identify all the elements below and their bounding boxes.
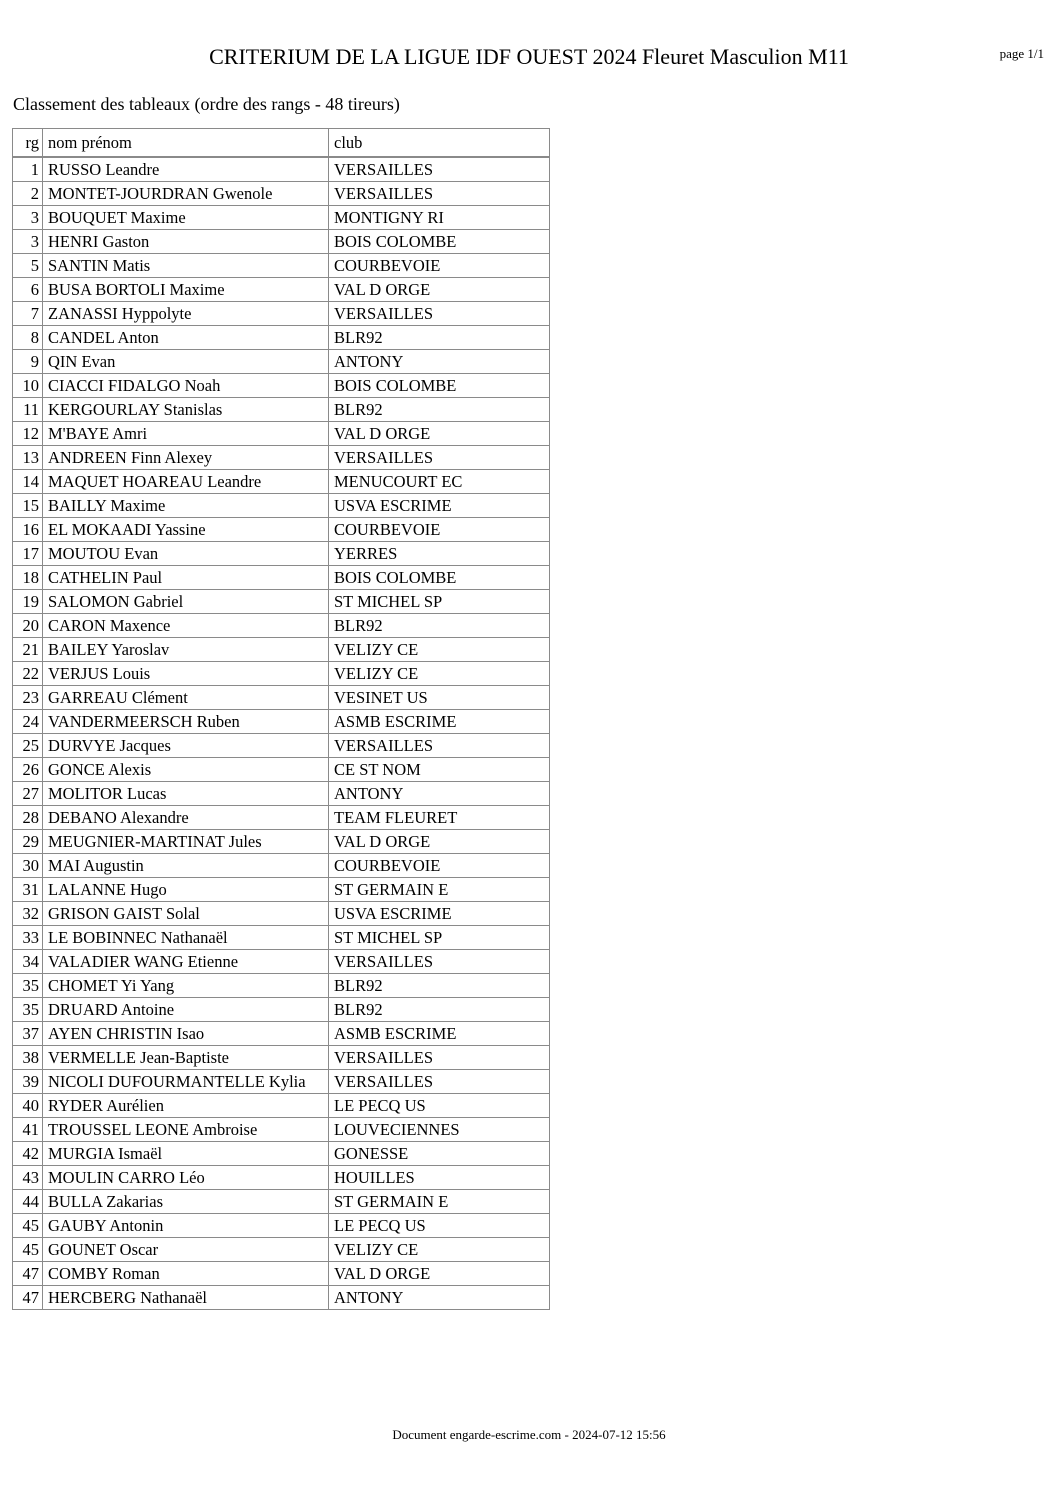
document-footer: Document engarde-escrime.com - 2024-07-12 15:56 (392, 1427, 666, 1442)
rank-cell: 2 (13, 182, 43, 206)
rank-cell: 26 (13, 758, 43, 782)
club-cell: COURBEVOIE (329, 518, 550, 542)
name-cell: RYDER Aurélien (43, 1094, 329, 1118)
club-cell: VERSAILLES (329, 157, 550, 182)
club-cell: LE PECQ US (329, 1094, 550, 1118)
rank-cell: 29 (13, 830, 43, 854)
rank-cell: 3 (13, 230, 43, 254)
club-cell: BLR92 (329, 998, 550, 1022)
club-cell: VERSAILLES (329, 182, 550, 206)
name-cell: CANDEL Anton (43, 326, 329, 350)
rank-cell: 17 (13, 542, 43, 566)
table-row (13, 1118, 550, 1142)
name-cell: COMBY Roman (43, 1262, 329, 1286)
table-row (13, 998, 550, 1022)
table-row (13, 374, 550, 398)
club-cell: VAL D ORGE (329, 278, 550, 302)
rank-cell: 44 (13, 1190, 43, 1214)
name-cell: BULLA Zakarias (43, 1190, 329, 1214)
rank-cell: 14 (13, 470, 43, 494)
name-cell: DURVYE Jacques (43, 734, 329, 758)
table-row (13, 950, 550, 974)
table-row (13, 254, 550, 278)
rank-cell: 21 (13, 638, 43, 662)
club-cell: BOIS COLOMBE (329, 374, 550, 398)
rank-cell: 13 (13, 446, 43, 470)
table-row (13, 662, 550, 686)
club-cell: VERSAILLES (329, 950, 550, 974)
name-cell: QIN Evan (43, 350, 329, 374)
rank-cell: 31 (13, 878, 43, 902)
club-cell: USVA ESCRIME (329, 494, 550, 518)
table-row (13, 974, 550, 998)
rank-cell: 5 (13, 254, 43, 278)
table-row (13, 182, 550, 206)
rank-cell: 30 (13, 854, 43, 878)
table-row (13, 854, 550, 878)
table-row (13, 902, 550, 926)
rank-cell: 19 (13, 590, 43, 614)
club-cell: VERSAILLES (329, 734, 550, 758)
club-cell: HOUILLES (329, 1166, 550, 1190)
name-cell: MONTET-JOURDRAN Gwenole (43, 182, 329, 206)
rank-cell: 37 (13, 1022, 43, 1046)
table-row (13, 326, 550, 350)
name-cell: LE BOBINNEC Nathanaël (43, 926, 329, 950)
name-cell: MAQUET HOAREAU Leandre (43, 470, 329, 494)
club-cell: VELIZY CE (329, 662, 550, 686)
club-cell: USVA ESCRIME (329, 902, 550, 926)
table-row (13, 542, 550, 566)
club-cell: VESINET US (329, 686, 550, 710)
club-cell: VAL D ORGE (329, 1262, 550, 1286)
table-row (13, 1286, 550, 1310)
name-cell: VERJUS Louis (43, 662, 329, 686)
club-cell: BLR92 (329, 398, 550, 422)
club-cell: VELIZY CE (329, 638, 550, 662)
name-cell: MEUGNIER-MARTINAT Jules (43, 830, 329, 854)
club-cell: VERSAILLES (329, 1070, 550, 1094)
club-cell: ANTONY (329, 782, 550, 806)
name-cell: M'BAYE Amri (43, 422, 329, 446)
table-row (13, 782, 550, 806)
name-cell: BAILEY Yaroslav (43, 638, 329, 662)
table-row (13, 806, 550, 830)
name-cell: ZANASSI Hyppolyte (43, 302, 329, 326)
name-cell: BUSA BORTOLI Maxime (43, 278, 329, 302)
table-row (13, 590, 550, 614)
rank-cell: 41 (13, 1118, 43, 1142)
name-cell: VERMELLE Jean-Baptiste (43, 1046, 329, 1070)
table-row (13, 398, 550, 422)
rank-cell: 43 (13, 1166, 43, 1190)
column-header-rank: rg (13, 129, 43, 158)
club-cell: BOIS COLOMBE (329, 230, 550, 254)
club-cell: ST MICHEL SP (329, 926, 550, 950)
ranking-table (12, 128, 550, 1310)
club-cell: YERRES (329, 542, 550, 566)
table-row (13, 686, 550, 710)
table-row (13, 758, 550, 782)
name-cell: MOULIN CARRO Léo (43, 1166, 329, 1190)
club-cell: LOUVECIENNES (329, 1118, 550, 1142)
club-cell: ANTONY (329, 1286, 550, 1310)
table-row (13, 518, 550, 542)
table-row (13, 638, 550, 662)
name-cell: CATHELIN Paul (43, 566, 329, 590)
table-row (13, 1142, 550, 1166)
table-row (13, 422, 550, 446)
name-cell: HENRI Gaston (43, 230, 329, 254)
club-cell: MONTIGNY RI (329, 206, 550, 230)
rank-cell: 15 (13, 494, 43, 518)
rank-cell: 47 (13, 1286, 43, 1310)
rank-cell: 35 (13, 974, 43, 998)
table-row (13, 1070, 550, 1094)
column-header-club: club (329, 129, 550, 158)
rank-cell: 6 (13, 278, 43, 302)
club-cell: BLR92 (329, 326, 550, 350)
rank-cell: 45 (13, 1214, 43, 1238)
club-cell: CE ST NOM (329, 758, 550, 782)
rank-cell: 18 (13, 566, 43, 590)
rank-cell: 47 (13, 1262, 43, 1286)
rank-cell: 8 (13, 326, 43, 350)
table-row (13, 1262, 550, 1286)
rank-cell: 24 (13, 710, 43, 734)
name-cell: CIACCI FIDALGO Noah (43, 374, 329, 398)
club-cell: ST GERMAIN E (329, 1190, 550, 1214)
name-cell: GARREAU Clément (43, 686, 329, 710)
table-row (13, 470, 550, 494)
club-cell: BLR92 (329, 974, 550, 998)
table-row (13, 566, 550, 590)
club-cell: TEAM FLEURET (329, 806, 550, 830)
rank-cell: 3 (13, 206, 43, 230)
table-row (13, 494, 550, 518)
rank-cell: 45 (13, 1238, 43, 1262)
table-row (13, 446, 550, 470)
name-cell: RUSSO Leandre (43, 157, 329, 182)
name-cell: MOUTOU Evan (43, 542, 329, 566)
name-cell: GOUNET Oscar (43, 1238, 329, 1262)
table-row (13, 1214, 550, 1238)
table-row (13, 926, 550, 950)
club-cell: LE PECQ US (329, 1214, 550, 1238)
table-row (13, 1022, 550, 1046)
name-cell: VANDERMEERSCH Ruben (43, 710, 329, 734)
name-cell: CARON Maxence (43, 614, 329, 638)
name-cell: GRISON GAIST Solal (43, 902, 329, 926)
rank-cell: 25 (13, 734, 43, 758)
club-cell: ANTONY (329, 350, 550, 374)
name-cell: NICOLI DUFOURMANTELLE Kylia (43, 1070, 329, 1094)
table-row (13, 157, 550, 182)
table-row (13, 1094, 550, 1118)
name-cell: MURGIA Ismaël (43, 1142, 329, 1166)
name-cell: KERGOURLAY Stanislas (43, 398, 329, 422)
club-cell: ST GERMAIN E (329, 878, 550, 902)
rank-cell: 34 (13, 950, 43, 974)
rank-cell: 28 (13, 806, 43, 830)
table-row (13, 206, 550, 230)
rank-cell: 38 (13, 1046, 43, 1070)
rank-cell: 23 (13, 686, 43, 710)
name-cell: DEBANO Alexandre (43, 806, 329, 830)
club-cell: VERSAILLES (329, 446, 550, 470)
club-cell: MENUCOURT EC (329, 470, 550, 494)
club-cell: VELIZY CE (329, 1238, 550, 1262)
name-cell: MOLITOR Lucas (43, 782, 329, 806)
table-row (13, 302, 550, 326)
name-cell: LALANNE Hugo (43, 878, 329, 902)
club-cell: VERSAILLES (329, 1046, 550, 1070)
name-cell: SALOMON Gabriel (43, 590, 329, 614)
rank-cell: 12 (13, 422, 43, 446)
table-header-row (13, 129, 550, 158)
table-row (13, 710, 550, 734)
name-cell: DRUARD Antoine (43, 998, 329, 1022)
rank-cell: 10 (13, 374, 43, 398)
rank-cell: 7 (13, 302, 43, 326)
rank-cell: 42 (13, 1142, 43, 1166)
table-row (13, 230, 550, 254)
rank-cell: 39 (13, 1070, 43, 1094)
club-cell: VERSAILLES (329, 302, 550, 326)
name-cell: TROUSSEL LEONE Ambroise (43, 1118, 329, 1142)
rank-cell: 40 (13, 1094, 43, 1118)
rank-cell: 9 (13, 350, 43, 374)
name-cell: VALADIER WANG Etienne (43, 950, 329, 974)
name-cell: CHOMET Yi Yang (43, 974, 329, 998)
table-row (13, 1046, 550, 1070)
rank-cell: 22 (13, 662, 43, 686)
name-cell: AYEN CHRISTIN Isao (43, 1022, 329, 1046)
rank-cell: 27 (13, 782, 43, 806)
rank-cell: 35 (13, 998, 43, 1022)
club-cell: VAL D ORGE (329, 830, 550, 854)
club-cell: COURBEVOIE (329, 854, 550, 878)
name-cell: GAUBY Antonin (43, 1214, 329, 1238)
club-cell: GONESSE (329, 1142, 550, 1166)
club-cell: BLR92 (329, 614, 550, 638)
rank-cell: 32 (13, 902, 43, 926)
page-number: page 1/1 (999, 46, 1044, 61)
table-row (13, 734, 550, 758)
club-cell: ASMB ESCRIME (329, 1022, 550, 1046)
rank-cell: 16 (13, 518, 43, 542)
name-cell: EL MOKAADI Yassine (43, 518, 329, 542)
name-cell: ANDREEN Finn Alexey (43, 446, 329, 470)
table-caption: Classement des tableaux (ordre des rangs - 48 tireurs) (13, 94, 400, 114)
club-cell: ASMB ESCRIME (329, 710, 550, 734)
table-row (13, 1238, 550, 1262)
table-row (13, 614, 550, 638)
name-cell: GONCE Alexis (43, 758, 329, 782)
name-cell: BAILLY Maxime (43, 494, 329, 518)
name-cell: BOUQUET Maxime (43, 206, 329, 230)
club-cell: COURBEVOIE (329, 254, 550, 278)
rank-cell: 33 (13, 926, 43, 950)
rank-cell: 11 (13, 398, 43, 422)
club-cell: VAL D ORGE (329, 422, 550, 446)
name-cell: SANTIN Matis (43, 254, 329, 278)
page-title: CRITERIUM DE LA LIGUE IDF OUEST 2024 Fleuret Masculion M11 (209, 44, 849, 69)
table-row (13, 278, 550, 302)
rank-cell: 1 (13, 157, 43, 182)
club-cell: ST MICHEL SP (329, 590, 550, 614)
table-row (13, 350, 550, 374)
table-row (13, 1190, 550, 1214)
club-cell: BOIS COLOMBE (329, 566, 550, 590)
table-row (13, 1166, 550, 1190)
rank-cell: 20 (13, 614, 43, 638)
name-cell: HERCBERG Nathanaël (43, 1286, 329, 1310)
name-cell: MAI Augustin (43, 854, 329, 878)
table-row (13, 878, 550, 902)
table-row (13, 830, 550, 854)
column-header-name: nom prénom (43, 129, 329, 158)
